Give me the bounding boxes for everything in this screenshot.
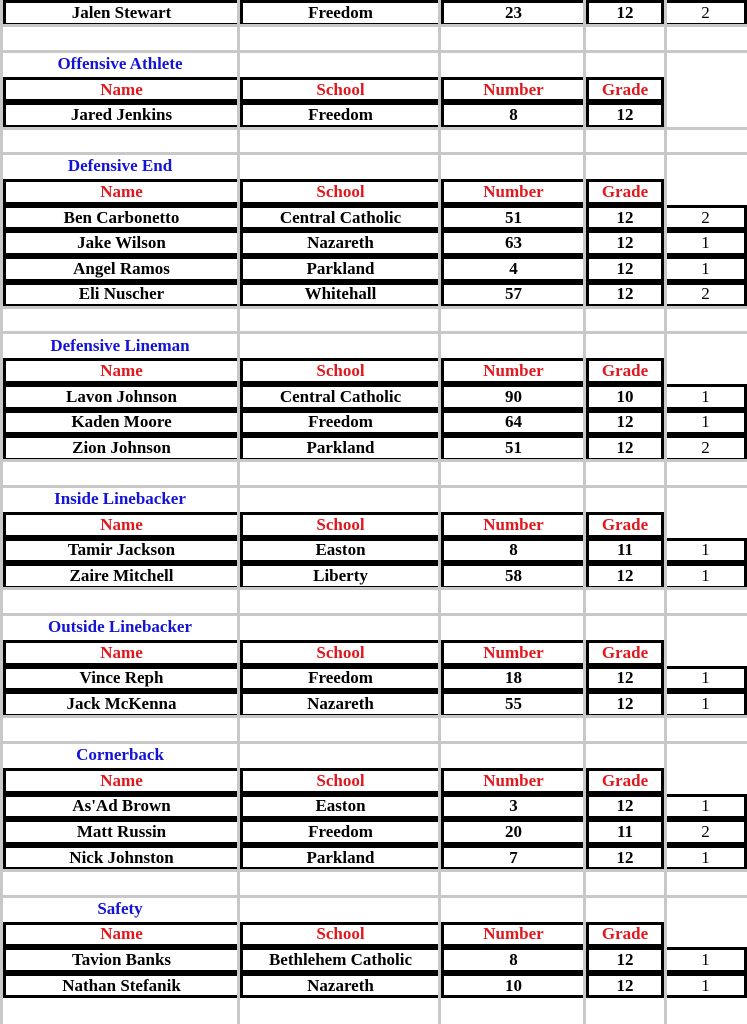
number-cell[interactable]: 23	[441, 0, 583, 26]
name-cell[interactable]: Jack McKenna	[3, 691, 237, 717]
grid-row-line	[0, 24, 747, 27]
grade-cell[interactable]: 11	[586, 819, 664, 845]
table-row	[0, 205, 747, 231]
number-cell[interactable]: 90	[441, 384, 583, 410]
number-cell[interactable]: 55	[441, 691, 583, 717]
name-cell[interactable]: Jared Jenkins	[3, 102, 237, 128]
grade-cell[interactable]: 12	[586, 563, 664, 589]
school-header: School	[240, 640, 438, 666]
school-cell[interactable]: Liberty	[240, 563, 438, 589]
school-cell[interactable]: Parkland	[240, 435, 438, 461]
grade-cell[interactable]: 12	[586, 256, 664, 282]
name-cell[interactable]: Jalen Stewart	[3, 0, 237, 26]
grade-cell[interactable]: 12	[586, 282, 664, 308]
extra-cell[interactable]	[667, 102, 747, 128]
school-header: School	[240, 768, 438, 794]
extra-cell[interactable]: 1	[667, 691, 747, 717]
number-cell[interactable]: 51	[441, 205, 583, 231]
extra-cell[interactable]: 1	[667, 563, 747, 589]
number-cell[interactable]: 8	[441, 947, 583, 973]
number-cell[interactable]: 20	[441, 819, 583, 845]
extra-cell[interactable]: 1	[667, 794, 747, 820]
school-cell[interactable]: Freedom	[240, 666, 438, 692]
name-header: Name	[3, 77, 237, 103]
number-cell[interactable]: 51	[441, 435, 583, 461]
school-header: School	[240, 358, 438, 384]
school-cell[interactable]: Nazareth	[240, 691, 438, 717]
name-cell[interactable]: Ben Carbonetto	[3, 205, 237, 231]
table-row	[0, 410, 747, 436]
extra-cell[interactable]: 1	[667, 384, 747, 410]
table-row	[0, 845, 747, 871]
school-cell[interactable]: Freedom	[240, 410, 438, 436]
name-header: Name	[3, 640, 237, 666]
number-cell[interactable]: 3	[441, 794, 583, 820]
name-header: Name	[3, 179, 237, 205]
name-header: Name	[3, 922, 237, 948]
section-title: Defensive End	[67, 156, 173, 176]
school-cell[interactable]: Central Catholic	[240, 384, 438, 410]
number-cell[interactable]: 18	[441, 666, 583, 692]
school-header: School	[240, 179, 438, 205]
school-header: School	[240, 922, 438, 948]
school-cell[interactable]: Bethlehem Catholic	[240, 947, 438, 973]
table-row	[0, 230, 747, 256]
number-cell[interactable]: 7	[441, 845, 583, 871]
table-row	[0, 973, 747, 999]
section-title: Cornerback	[76, 745, 164, 765]
school-cell[interactable]: Freedom	[240, 102, 438, 128]
table-row	[0, 256, 747, 282]
extra-cell[interactable]: 2	[667, 205, 747, 231]
column-header-row	[0, 77, 747, 103]
extra-cell[interactable]: 1	[667, 666, 747, 692]
name-header: Name	[3, 512, 237, 538]
name-cell[interactable]: Tamir Jackson	[3, 538, 237, 564]
name-cell[interactable]: Zion Johnson	[3, 435, 237, 461]
number-cell[interactable]: 58	[441, 563, 583, 589]
section-title: Offensive Athlete	[57, 53, 183, 73]
number-header: Number	[441, 640, 583, 666]
table-row	[0, 794, 747, 820]
table-row	[0, 947, 747, 973]
column-header-row	[0, 640, 747, 666]
grade-cell[interactable]: 12	[586, 691, 664, 717]
extra-cell[interactable]: 2	[667, 819, 747, 845]
number-cell[interactable]: 4	[441, 256, 583, 282]
school-cell[interactable]: Parkland	[240, 256, 438, 282]
school-cell[interactable]: Nazareth	[240, 973, 438, 999]
school-cell[interactable]: Nazareth	[240, 230, 438, 256]
extra-cell[interactable]: 1	[667, 845, 747, 871]
grade-header: Grade	[586, 922, 664, 948]
table-row	[0, 102, 747, 128]
name-cell[interactable]: Nathan Stefanik	[3, 973, 237, 999]
number-header: Number	[441, 77, 583, 103]
section-title: Inside Linebacker	[54, 489, 186, 509]
table-row	[0, 819, 747, 845]
grade-header: Grade	[586, 77, 664, 103]
grade-cell[interactable]: 12	[586, 794, 664, 820]
school-header: School	[240, 77, 438, 103]
name-header: Name	[3, 358, 237, 384]
name-cell[interactable]: Jake Wilson	[3, 230, 237, 256]
grid-row-line	[0, 459, 747, 462]
extra-cell[interactable]: 1	[667, 230, 747, 256]
name-cell[interactable]: Kaden Moore	[3, 410, 237, 436]
name-cell[interactable]: As'Ad Brown	[3, 794, 237, 820]
column-header-row	[0, 358, 747, 384]
number-header: Number	[441, 179, 583, 205]
table-row	[0, 384, 747, 410]
grid-row-line	[0, 869, 747, 872]
school-header: School	[240, 512, 438, 538]
number-header: Number	[441, 512, 583, 538]
table-row	[0, 691, 747, 717]
extra-cell[interactable]: 1	[667, 538, 747, 564]
name-cell[interactable]: Zaire Mitchell	[3, 563, 237, 589]
number-cell[interactable]: 8	[441, 102, 583, 128]
school-cell[interactable]: Central Catholic	[240, 205, 438, 231]
grid-row-line	[0, 587, 747, 590]
name-cell[interactable]: Eli Nuscher	[3, 282, 237, 308]
table-row	[0, 666, 747, 692]
grade-cell[interactable]: 12	[586, 435, 664, 461]
number-header: Number	[441, 768, 583, 794]
name-cell[interactable]: Tavion Banks	[3, 947, 237, 973]
school-cell[interactable]: Freedom	[240, 0, 438, 26]
extra-cell[interactable]: 1	[667, 410, 747, 436]
grade-cell[interactable]: 12	[586, 845, 664, 871]
number-cell[interactable]: 57	[441, 282, 583, 308]
table-row	[0, 435, 747, 461]
extra-cell[interactable]: 1	[667, 947, 747, 973]
table-row	[0, 0, 747, 26]
section-title: Outside Linebacker	[47, 617, 193, 637]
grade-cell[interactable]: 12	[586, 205, 664, 231]
name-cell[interactable]: Nick Johnston	[3, 845, 237, 871]
table-row	[0, 282, 747, 308]
extra-cell[interactable]: 2	[667, 0, 747, 26]
grade-cell[interactable]: 12	[586, 410, 664, 436]
number-cell[interactable]: 10	[441, 973, 583, 999]
school-cell[interactable]: Easton	[240, 538, 438, 564]
column-header-row	[0, 512, 747, 538]
column-header-row	[0, 922, 747, 948]
extra-cell[interactable]: 1	[667, 256, 747, 282]
grade-header: Grade	[586, 768, 664, 794]
grid-row-line	[0, 306, 747, 309]
grade-cell[interactable]: 12	[586, 947, 664, 973]
name-cell[interactable]: Lavon Johnson	[3, 384, 237, 410]
grade-header: Grade	[586, 640, 664, 666]
name-header: Name	[3, 768, 237, 794]
grade-header: Grade	[586, 512, 664, 538]
number-cell[interactable]: 8	[441, 538, 583, 564]
grade-cell[interactable]: 12	[586, 0, 664, 26]
school-cell[interactable]: Whitehall	[240, 282, 438, 308]
grade-cell[interactable]: 12	[586, 102, 664, 128]
column-header-row	[0, 768, 747, 794]
grade-cell[interactable]: 11	[586, 538, 664, 564]
name-cell[interactable]: Angel Ramos	[3, 256, 237, 282]
grid-row-line	[0, 715, 747, 718]
number-header: Number	[441, 358, 583, 384]
number-header: Number	[441, 922, 583, 948]
school-cell[interactable]: Freedom	[240, 819, 438, 845]
school-cell[interactable]: Easton	[240, 794, 438, 820]
column-header-row	[0, 179, 747, 205]
grade-cell[interactable]: 12	[586, 230, 664, 256]
section-title: Defensive Lineman	[50, 335, 190, 355]
grade-header: Grade	[586, 358, 664, 384]
name-cell[interactable]: Vince Reph	[3, 666, 237, 692]
extra-cell[interactable]: 2	[667, 282, 747, 308]
grid-row-line	[0, 127, 747, 130]
number-cell[interactable]: 64	[441, 410, 583, 436]
grade-header: Grade	[586, 179, 664, 205]
extra-cell[interactable]: 2	[667, 435, 747, 461]
grade-cell[interactable]: 10	[586, 384, 664, 410]
extra-cell[interactable]: 1	[667, 973, 747, 999]
grade-cell[interactable]: 12	[586, 666, 664, 692]
grade-cell[interactable]: 12	[586, 973, 664, 999]
name-cell[interactable]: Matt Russin	[3, 819, 237, 845]
school-cell[interactable]: Parkland	[240, 845, 438, 871]
section-title: Safety	[97, 898, 143, 918]
number-cell[interactable]: 63	[441, 230, 583, 256]
table-row	[0, 563, 747, 589]
table-row	[0, 538, 747, 564]
